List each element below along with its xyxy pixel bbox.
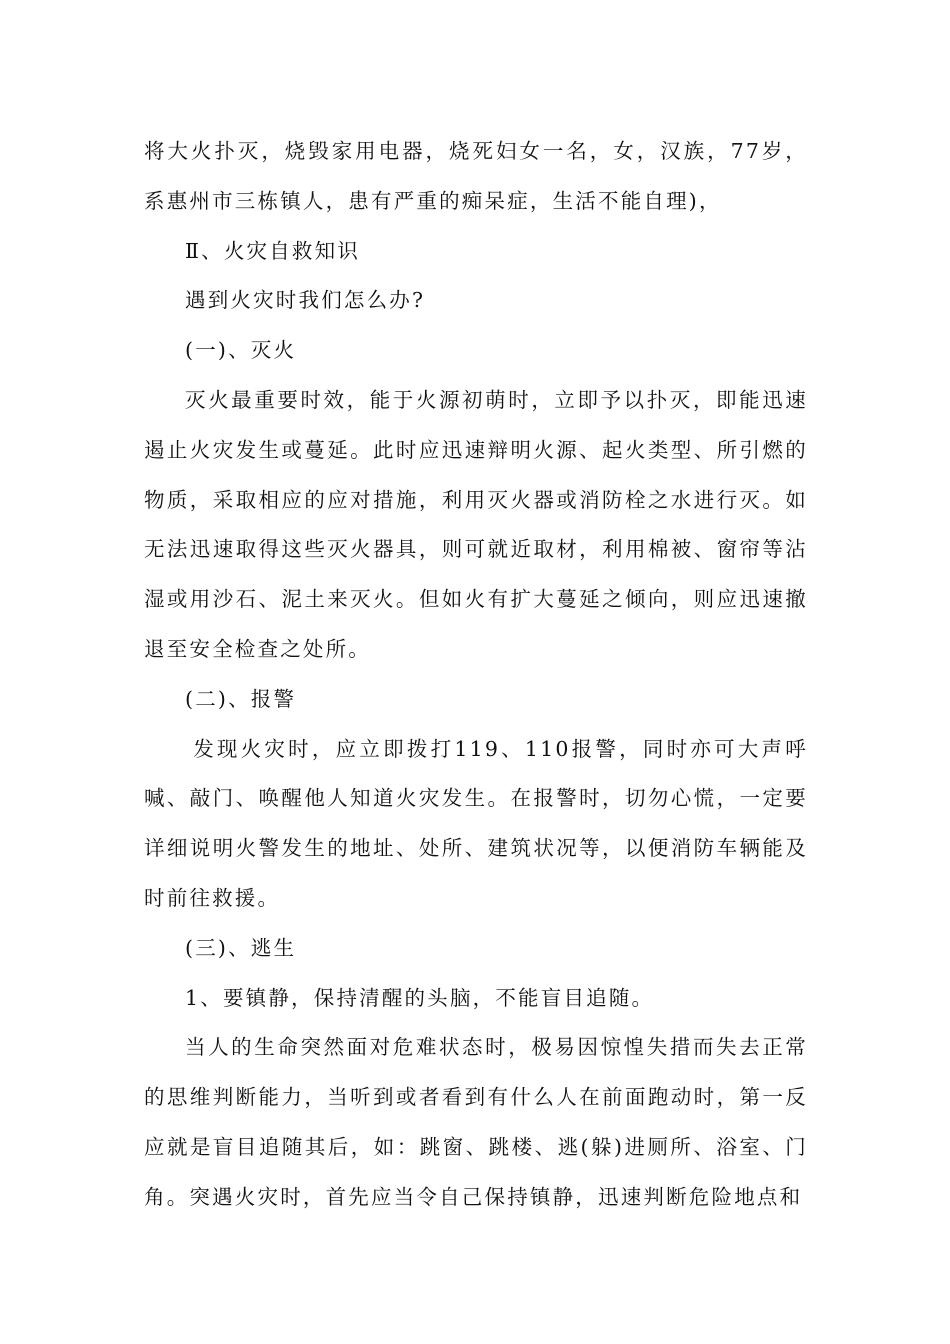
document-body [144, 127, 808, 1223]
paragraph-fire-incident-continued: 将大火扑灭，烧毁家用电器，烧死妇女一名，女，汉族，77岁，系惠州市三栋镇人，患有严重的痴呆症，生活不能自理)， [144, 139, 808, 213]
item-stay-calm: 1、要镇静，保持清醒的头脑，不能盲目追随。 [185, 985, 655, 1010]
subheading-report: (二)、报警 [185, 686, 297, 711]
section-heading-fire-self-rescue: Ⅱ、火灾自救知识 [185, 238, 361, 263]
paragraph-stay-calm: 当人的生命突然面对危难状态时，极易因惊惶失措而失去正常的思维判断能力，当听到或者看到有什么人在前面跑动时，第一反应就是盲目追随其后，如：跳窗、跳楼、逃(躲)进厕所、浴室、门角。突遇火灾时，首先应当令自己保持镇静，迅速判断危险地点和 [144, 1035, 808, 1209]
paragraph-extinguish: 灭火最重要时效，能于火源初萌时，立即予以扑灭，即能迅速遏止火灾发生或蔓延。此时应迅速辩明火源、起火类型、所引燃的物质，采取相应的应对措施，利用灭火器或消防栓之水进行灭。如无法迅速取得这些灭火器具，则可就近取材，利用棉被、窗帘等沾湿或用沙石、泥土来灭火。但如火有扩大蔓延之倾向，则应迅速撤退至安全检查之处所。 [144, 387, 808, 661]
question-what-to-do: 遇到火灾时我们怎么办? [185, 288, 426, 313]
subheading-escape: (三)、逃生 [185, 935, 297, 960]
paragraph-report: 发现火灾时，应立即拨打119、110报警，同时亦可大声呼喊、敲门、唤醒他人知道火灾发生。在报警时，切勿心慌，一定要详细说明火警发生的地址、处所、建筑状况等，以便消防车辆能及时前往救援。 [144, 736, 808, 910]
subheading-extinguish: (一)、灭火 [185, 338, 297, 363]
